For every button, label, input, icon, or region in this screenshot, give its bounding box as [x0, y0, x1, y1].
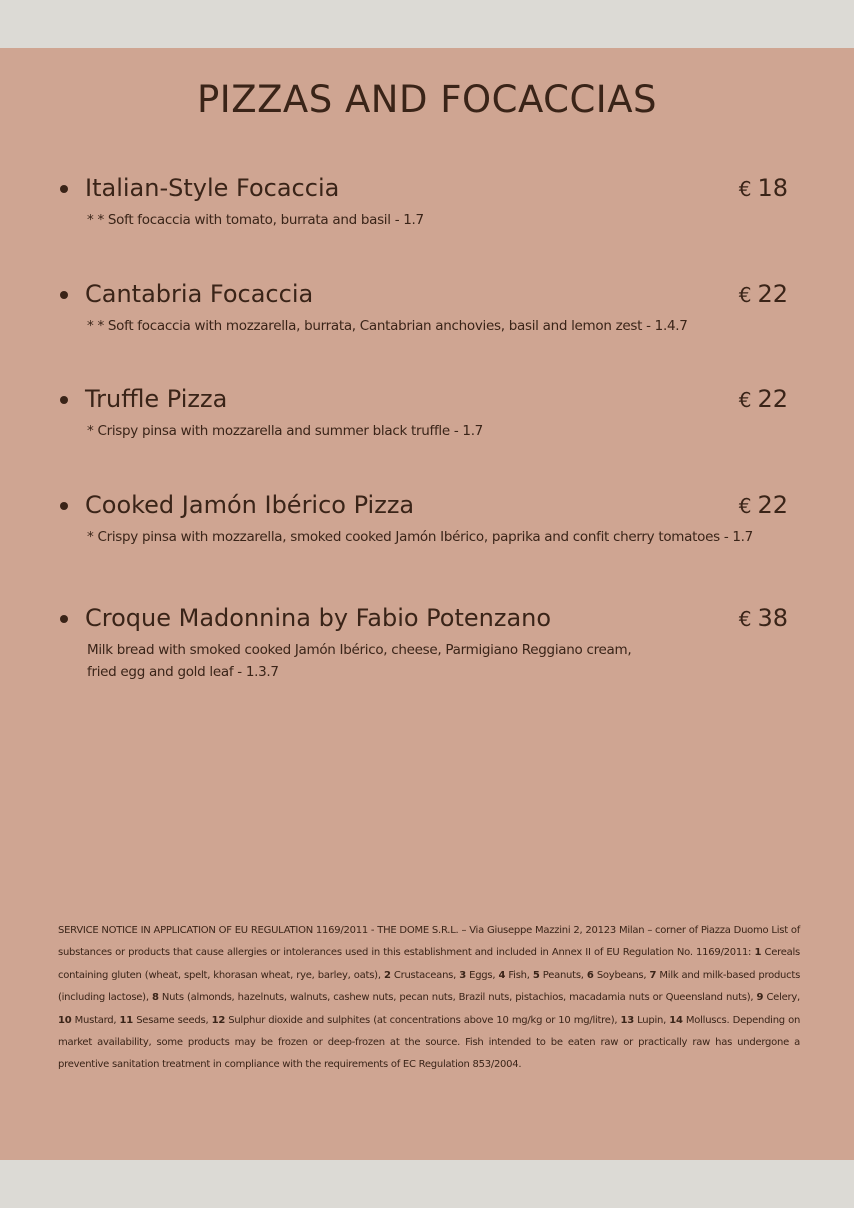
allergen-text: Molluscs.: [685, 1014, 730, 1026]
euro-sign: €: [738, 607, 752, 631]
price-value: 38: [757, 604, 788, 632]
allergen-number: 12: [211, 1014, 226, 1026]
allergen-text: Sesame seeds,: [136, 1014, 209, 1026]
allergen-text: Nuts (almonds, hazelnuts, walnuts, cashew nuts, pecan nuts, Brazil nuts, pistachios, macadamia nuts or Queensland nuts),: [161, 992, 754, 1004]
menu-item: [60, 385, 800, 443]
page-title: PIZZAS AND FOCACCIAS: [197, 78, 657, 121]
item-price: [739, 385, 788, 413]
allergen-number: 13: [620, 1014, 634, 1026]
bullet-icon: [60, 185, 68, 193]
allergen-text: Soybeans,: [596, 969, 647, 981]
allergen-number: 8: [151, 992, 159, 1004]
allergen-text: Crustaceans,: [393, 969, 457, 981]
bullet-icon: [60, 291, 68, 299]
allergen-number: 7: [649, 969, 657, 981]
allergen-number: 11: [119, 1014, 133, 1026]
allergen-number: 4: [498, 969, 506, 981]
euro-sign: €: [738, 283, 752, 307]
allergen-text: Mustard,: [74, 1014, 117, 1026]
menu-item: [60, 491, 800, 549]
item-price: [739, 604, 788, 632]
allergen-number: 3: [459, 969, 466, 981]
allergen-number: 10: [58, 1014, 72, 1026]
price-value: 18: [757, 174, 788, 202]
menu-page: [0, 48, 854, 1160]
price-value: 22: [757, 280, 788, 308]
item-name: Italian-Style Focaccia: [85, 174, 340, 202]
price-value: 22: [757, 385, 788, 413]
notice-intro: SERVICE NOTICE IN APPLICATION OF EU REGULATION 1169/2011 - THE DOME S.R.L. – Via Giuseppe Mazzini 2, 20123 Milan – corner of Piazza Duomo List of substances or products that cause allergies or intolerances used in this establishment and included in Annex II of EU Regulation No. 1169/2011:: [58, 925, 800, 959]
allergen-number: 5: [532, 969, 540, 981]
item-description: * * Soft focaccia with tomato, burrata and basil - 1.7: [87, 212, 424, 228]
allergen-text: Fish,: [508, 969, 530, 981]
item-name: Croque Madonnina by Fabio Potenzano: [85, 604, 552, 632]
menu-item: [60, 174, 800, 232]
item-name: Truffle Pizza: [85, 385, 228, 413]
bullet-icon: [60, 502, 68, 510]
allergen-text: Eggs,: [469, 969, 496, 981]
item-description: * Crispy pinsa with mozzarella and summer black truffle - 1.7: [87, 423, 483, 439]
euro-sign: €: [738, 388, 752, 412]
item-name: Cantabria Focaccia: [85, 280, 314, 308]
allergen-text: Milk and milk-based products (including lactose),: [58, 969, 801, 1004]
bullet-icon: [60, 615, 68, 623]
menu-item: [60, 280, 800, 338]
item-description-line: Milk bread with smoked cooked Jamón Ibérico, cheese, Parmigiano Reggiano cream,: [87, 642, 632, 658]
notice-outro: Depending on market availability, some products may be frozen or deep-frozen at the source. Fish intended to be eaten raw or practically raw has undergone a preventive sanitation treatment in compliance with the requirements of EC Regulation 853/2004.: [58, 1014, 801, 1071]
bullet-icon: [60, 396, 68, 404]
item-price: [739, 174, 788, 202]
allergen-text: Celery,: [766, 992, 800, 1004]
allergen-notice: [58, 920, 800, 1077]
allergen-text: Cereals containing gluten (wheat, spelt, khorasan wheat, rye, barley, oats),: [58, 947, 801, 981]
item-description: * Crispy pinsa with mozzarella, smoked cooked Jamón Ibérico, paprika and confit cherry tomatoes - 1.7: [87, 529, 753, 545]
item-description-line: fried egg and gold leaf - 1.3.7: [87, 664, 279, 680]
euro-sign: €: [738, 177, 752, 201]
item-price: [739, 280, 788, 308]
allergen-text: Sulphur dioxide and sulphites (at concentrations above 10 mg/kg or 10 mg/litre),: [228, 1014, 618, 1026]
allergen-text: Lupin,: [637, 1014, 667, 1026]
allergen-number: 6: [586, 969, 594, 981]
menu-item: [60, 604, 800, 684]
allergen-number: 2: [383, 969, 391, 981]
allergen-number: 14: [669, 1014, 683, 1026]
price-value: 22: [757, 491, 788, 519]
item-name: Cooked Jamón Ibérico Pizza: [85, 491, 415, 519]
euro-sign: €: [738, 494, 752, 518]
allergen-text: Peanuts,: [542, 969, 584, 981]
item-price: [739, 491, 788, 519]
item-description: * * Soft focaccia with mozzarella, burrata, Cantabrian anchovies, basil and lemon zest - 1.4.7: [87, 318, 688, 334]
allergen-number: 9: [756, 992, 764, 1004]
allergen-number: 1: [754, 947, 762, 959]
